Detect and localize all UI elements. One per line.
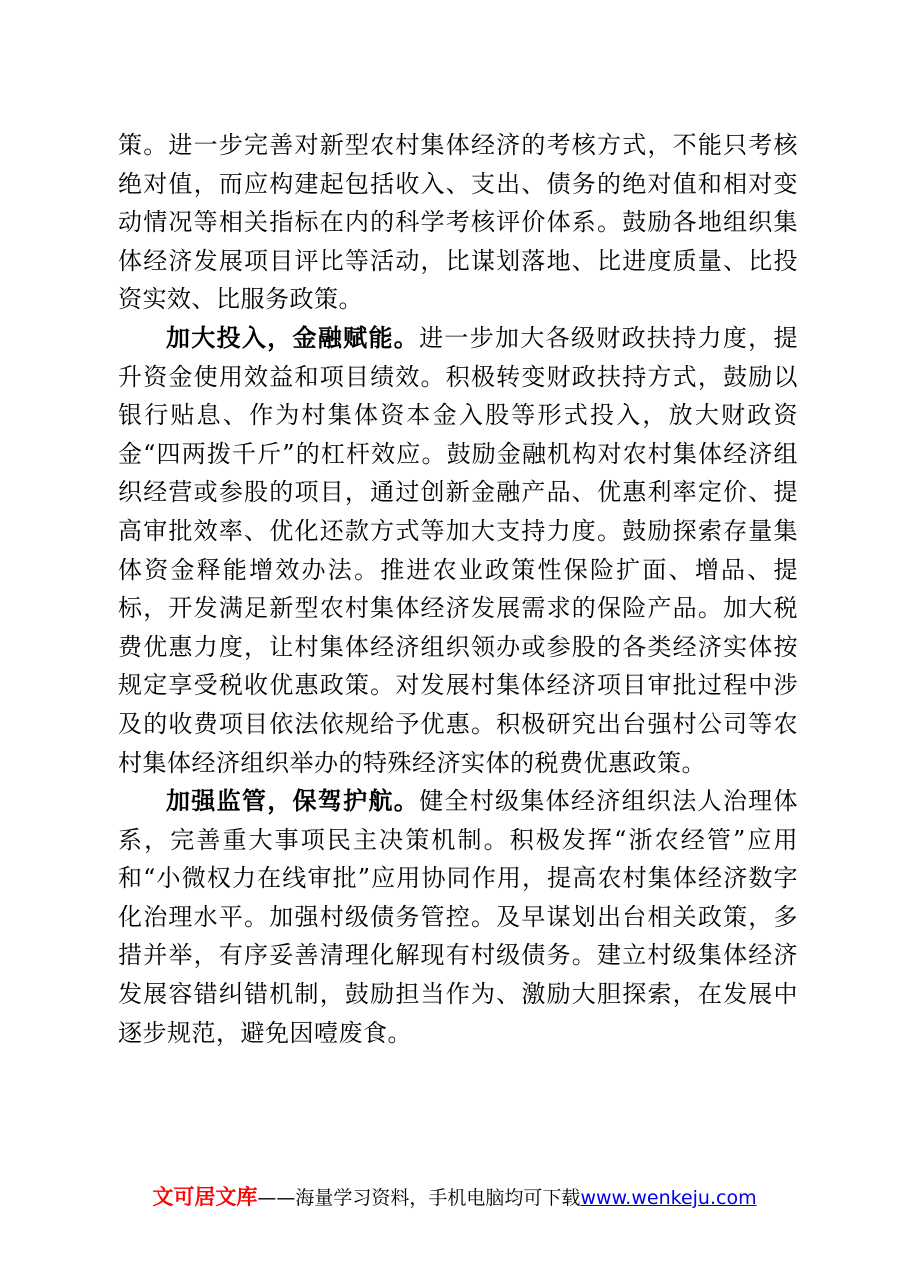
footer-brand: 文可居文库 xyxy=(152,1185,258,1209)
document-body xyxy=(118,126,798,1052)
paragraph-finance xyxy=(118,319,798,782)
page-footer xyxy=(0,1181,909,1211)
paragraph-text: 策。进一步完善对新型农村集体经济的考核方式，不能只考核绝对值，而应构建起包括收入、支出、债务的绝对值和相对变动情况等相关指标在内的科学考核评价体系。鼓励各地组织集体经济发展项目评比等活动，比谋划落地、比进度质量、比投资实效、比服务政策。 xyxy=(118,131,798,314)
paragraph-lead: 加大投入，金融赋能。 xyxy=(166,323,420,352)
paragraph-supervision xyxy=(118,782,798,1052)
paragraph-assessment xyxy=(118,126,798,319)
footer-site-link[interactable]: www.wenkeju.com xyxy=(580,1187,757,1209)
paragraph-text: 进一步加大各级财政扶持力度，提升资金使用效益和项目绩效。积极转变财政扶持方式，鼓励以银行贴息、作为村集体资本金入股等形式投入，放大财政资金“四两拨千斤”的杠杆效应。鼓励金融机构对农村集体经济组织经营或参股的项目，通过创新金融产品、优惠利率定价、提高审批效率、优化还款方式等加大支持力度。鼓励探索存量集体资金释能增效办法。推进农业政策性保险扩面、增品、提标，开发满足新型农村集体经济发展需求的保险产品。加大税费优惠力度，让村集体经济组织领办或参股的各类经济实体按规定享受税收优惠政策。对发展村集体经济项目审批过程中涉及的收费项目依法依规给予优惠。积极研究出台强村公司等农村集体经济组织举办的特殊经济实体的税费优惠政策。 xyxy=(118,323,798,777)
paragraph-lead: 加强监管，保驾护航。 xyxy=(166,787,420,816)
footer-slogan: ——海量学习资料，手机电脑均可下载 xyxy=(257,1187,581,1209)
paragraph-text: 健全村级集体经济组织法人治理体系，完善重大事项民主决策机制。积极发挥“浙农经管”应用和“小微权力在线审批”应用协同作用，提高农村集体经济数字化治理水平。加强村级债务管控。及早谋划出台相关政策，多措并举，有序妥善清理化解现有村级债务。建立村级集体经济发展容错纠错机制，鼓励担当作为、激励大胆探索，在发展中逐步规范，避免因噎废食。 xyxy=(118,787,798,1047)
